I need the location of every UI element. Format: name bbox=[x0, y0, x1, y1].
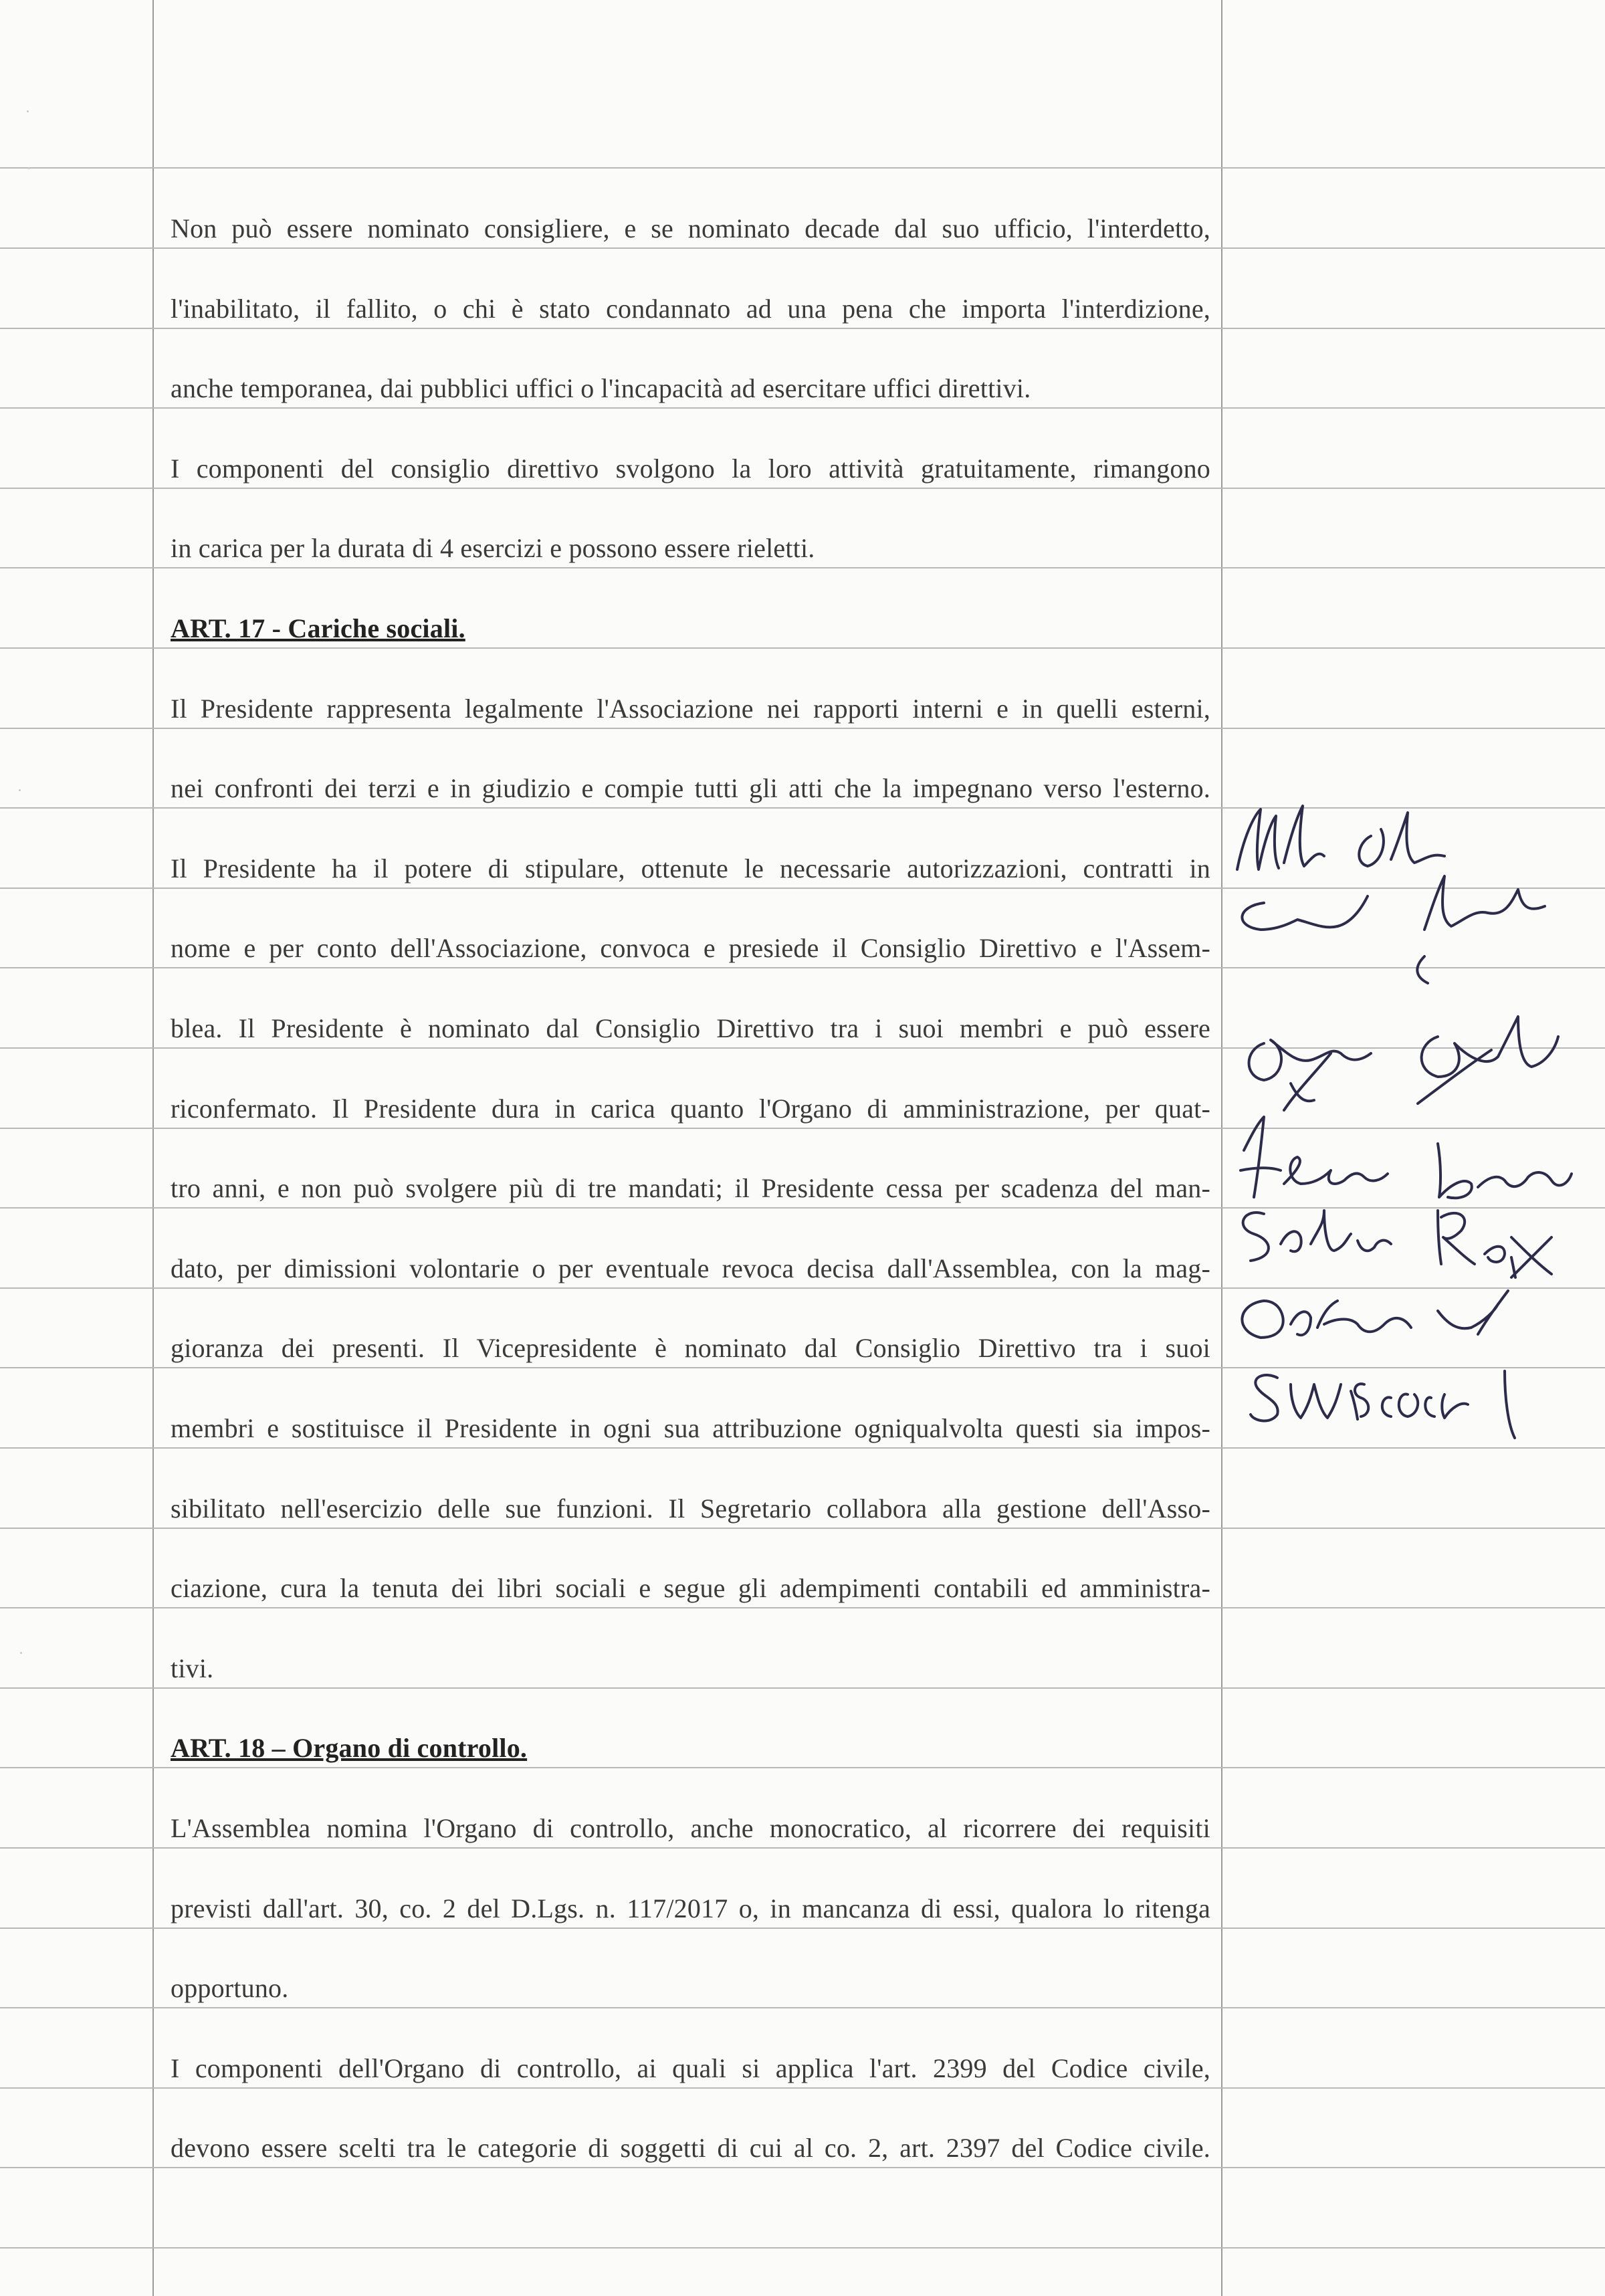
ruled-line bbox=[0, 1847, 1605, 1849]
body-line: blea. Il Presidente è nominato dal Consiglio Direttivo tra i suoi membri e può essere bbox=[171, 1013, 1210, 1043]
scan-speck bbox=[28, 167, 30, 169]
body-line: in carica per la durata di 4 esercizi e possono essere rieletti. bbox=[171, 533, 815, 563]
right-margin-rule bbox=[1221, 0, 1222, 2296]
article-heading: ART. 17 - Cariche sociali. bbox=[171, 613, 465, 643]
body-line: I componenti del consiglio direttivo svolgono la loro attività gratuitamente, rimangono bbox=[171, 453, 1210, 484]
body-line: opportuno. bbox=[171, 1973, 289, 2003]
ruled-line bbox=[0, 1767, 1605, 1768]
ruled-line bbox=[0, 247, 1605, 249]
ruled-line bbox=[0, 488, 1605, 489]
body-line: membri e sostituisce il Presidente in ogni sua attribuzione ogniqualvolta questi sia impos- bbox=[171, 1413, 1210, 1443]
scan-speck bbox=[20, 1652, 22, 1654]
ruled-line bbox=[0, 2247, 1605, 2249]
body-line: tro anni, e non può svolgere più di tre mandati; il Presidente cessa per scadenza del man- bbox=[171, 1173, 1210, 1203]
signature-5 bbox=[1243, 1211, 1552, 1277]
ruled-line bbox=[0, 2007, 1605, 2008]
body-line: Il Presidente ha il potere di stipulare, ottenute le necessarie autorizzazioni, contratti in bbox=[171, 853, 1210, 883]
ruled-line bbox=[0, 1607, 1605, 1608]
signature-1 bbox=[1237, 806, 1444, 869]
body-line: Il Presidente rappresenta legalmente l'Associazione nei rapporti interni e in quelli esterni, bbox=[171, 694, 1210, 724]
ruled-line bbox=[0, 167, 1605, 169]
ruled-line bbox=[0, 1687, 1605, 1689]
ruled-line bbox=[0, 2167, 1605, 2168]
body-line: tivi. bbox=[171, 1653, 214, 1683]
body-line: devono essere scelti tra le categorie di soggetti di cui al co. 2, art. 2397 del Codice civile. bbox=[171, 2133, 1210, 2163]
body-line: previsti dall'art. 30, co. 2 del D.Lgs. n. 117/2017 o, in mancanza di essi, qualora lo ritenga bbox=[171, 1893, 1210, 1923]
signature-6 bbox=[1242, 1257, 1515, 1338]
signatures-block bbox=[1224, 796, 1585, 1505]
signature-3 bbox=[1249, 1017, 1559, 1110]
ruled-line bbox=[0, 1927, 1605, 1929]
scan-speck bbox=[19, 789, 21, 791]
body-line: nome e per conto dell'Associazione, convoca e presiede il Consiglio Direttivo e l'Assem- bbox=[171, 933, 1210, 963]
ruled-line bbox=[0, 328, 1605, 329]
ruled-line bbox=[0, 728, 1605, 729]
ruled-line bbox=[0, 567, 1605, 568]
body-line: Non può essere nominato consigliere, e se nominato decade dal suo ufficio, l'interdetto, bbox=[171, 213, 1210, 243]
ruled-line bbox=[0, 2087, 1605, 2089]
body-line: nei confronti dei terzi e in giudizio e compie tutti gli atti che la impegnano verso l'esterno. bbox=[171, 773, 1210, 803]
ruled-line bbox=[0, 647, 1605, 649]
body-line: ciazione, cura la tenuta dei libri sociali e segue gli adempimenti contabili ed amministra- bbox=[171, 1573, 1210, 1603]
signature-7 bbox=[1251, 1371, 1515, 1438]
body-line: l'inabilitato, il fallito, o chi è stato condannato ad una pena che importa l'interdizione, bbox=[171, 294, 1210, 324]
body-line: I componenti dell'Organo di controllo, ai quali si applica l'art. 2399 del Codice civile, bbox=[171, 2053, 1210, 2083]
body-line: riconfermato. Il Presidente dura in carica quanto l'Organo di amministrazione, per quat- bbox=[171, 1093, 1210, 1124]
left-margin-rule bbox=[152, 0, 154, 2296]
body-line: sibilitato nell'esercizio delle sue funzioni. Il Segretario collabora alla gestione dell'Asso- bbox=[171, 1493, 1210, 1524]
body-line: dato, per dimissioni volontarie o per eventuale revoca decisa dall'Assemblea, con la mag- bbox=[171, 1253, 1210, 1283]
ruled-line bbox=[0, 1528, 1605, 1529]
signature-4 bbox=[1241, 1117, 1572, 1198]
body-line: gioranza dei presenti. Il Vicepresidente è nominato dal Consiglio Direttivo tra i suoi bbox=[171, 1333, 1210, 1363]
signature-2 bbox=[1242, 876, 1545, 983]
article-heading: ART. 18 – Organo di controllo. bbox=[171, 1733, 528, 1763]
ruled-line bbox=[0, 407, 1605, 409]
body-line: anche temporanea, dai pubblici uffici o l'incapacità ad esercitare uffici direttivi. bbox=[171, 373, 1031, 403]
scan-speck bbox=[27, 110, 29, 112]
body-line: L'Assemblea nomina l'Organo di controllo, anche monocratico, al ricorrere dei requisiti bbox=[171, 1813, 1210, 1843]
